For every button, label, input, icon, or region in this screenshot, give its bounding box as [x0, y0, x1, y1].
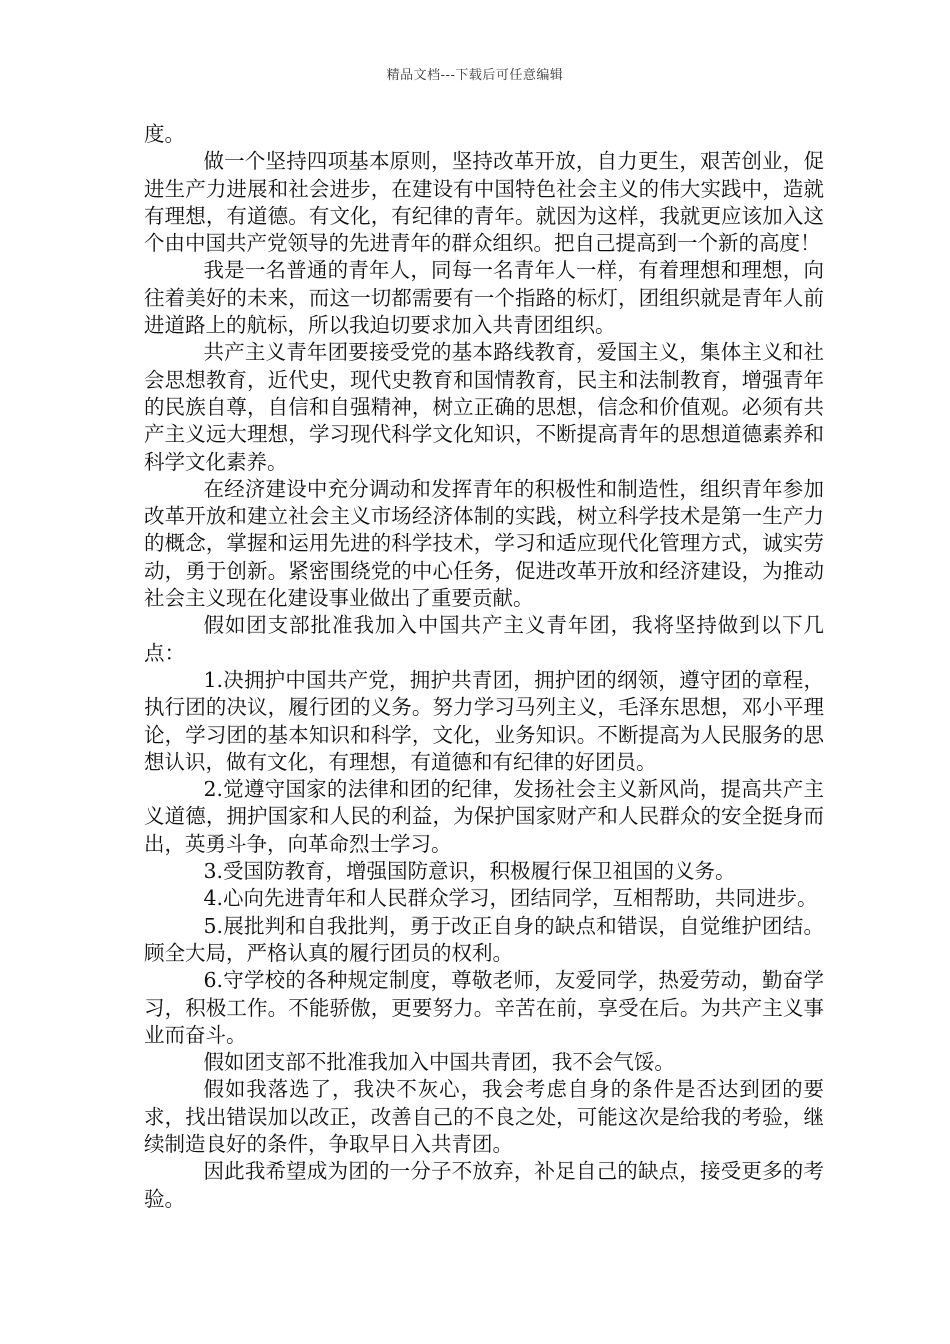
paragraph-closing: 因此我希望成为团的一分子不放弃，补足自己的缺点，接受更多的考验。 [144, 1159, 824, 1211]
paragraph: 我是一名普通的青年人，同每一名青年人一样，有着理想和理想，向往着美好的未来，而这一切都需要有一个指路的标灯，团组织就是青年人前进道路上的航标，所以我迫切要求加入共青团组织。 [144, 258, 824, 338]
paragraph: 在经济建设中充分调动和发挥青年的积极性和制造性，组织青年参加改革开放和建立社会主义市场经济体制的实践，树立科学技术是第一生产力的概念，掌握和运用先进的科学技术，学习和适应现代化管理方式，诚实劳动，勇于创新。紧密围绕党的中心任务，促进改革开放和经济建设，为推动社会主义现在化建设事业做出了重要贡献。 [144, 476, 824, 611]
document-body [144, 121, 824, 1213]
list-item-1: 1.决拥护中国共产党，拥护共青团，拥护团的纲领，遵守团的章程，执行团的决议，履行团的义务。努力学习马列主义，毛泽东思想，邓小平理论，学习团的基本知识和科学，文化，业务知识。不断提高为人民服务的思想认识，做有文化，有理想，有道德和有纪律的好团员。 [144, 667, 824, 774]
list-item-5: 5.展批判和自我批判，勇于改正自身的缺点和错误，自觉维护团结。顾全大局，严格认真的履行团员的权利。 [144, 913, 824, 965]
list-item-6: 6.守学校的各种规定制度，尊敬老师，友爱同学，热爱劳动，勤奋学习，积极工作。不能骄傲，更要努力。辛苦在前，享受在后。为共产主义事业而奋斗。 [144, 968, 824, 1047]
paragraph: 假如团支部不批准我加入中国共青团，我不会气馁。 [203, 1050, 675, 1075]
paragraph: 共产主义青年团要接受党的基本路线教育，爱国主义，集体主义和社会思想教育，近代史，现代史教育和国情教育，民主和法制教育，增强青年的民族自尊，自信和自强精神，树立正确的思想，信念和价值观。必须有共产主义远大理想，学习现代科学文化知识，不断提高青年的思想道德素养和科学文化素养。 [144, 340, 824, 474]
paragraph: 假如我落选了，我决不灰心，我会考虑自身的条件是否达到团的要求，找出错误加以改正，改善自己的不良之处，可能这次是给我的考验，继续制造良好的条件，争取早日入共青团。 [144, 1077, 824, 1156]
list-item-2: 2.觉遵守国家的法律和团的纪律，发扬社会主义新风尚，提高共产主义道德，拥护国家和人民的利益，为保护国家财产和人民群众的安全挺身而出，英勇斗争，向革命烈士学习。 [144, 777, 824, 856]
list-item-4: 4.心向先进青年和人民群众学习，团结同学，互相帮助，共同进步。 [203, 886, 818, 911]
paragraph: 假如团支部批准我加入中国共产主义青年团，我将坚持做到以下几点： [144, 613, 824, 665]
list-item-3: 3.受国防教育，增强国防意识，积极履行保卫祖国的义务。 [203, 859, 736, 884]
paragraph: 做一个坚持四项基本原则，坚持改革开放，自力更生，艰苦创业，促进生产力进展和社会进步，在建设有中国特色社会主义的伟大实践中，造就有理想，有道德。有文化，有纪律的青年。就因为这样，我就更应该加入这个由中国共产党领导的先进青年的群众组织。把自己提高到一个新的高度！ [144, 149, 824, 256]
page-header: 精品文档---下载后可任意编辑 [386, 68, 564, 83]
paragraph-continuation: 度。 [144, 122, 185, 146]
